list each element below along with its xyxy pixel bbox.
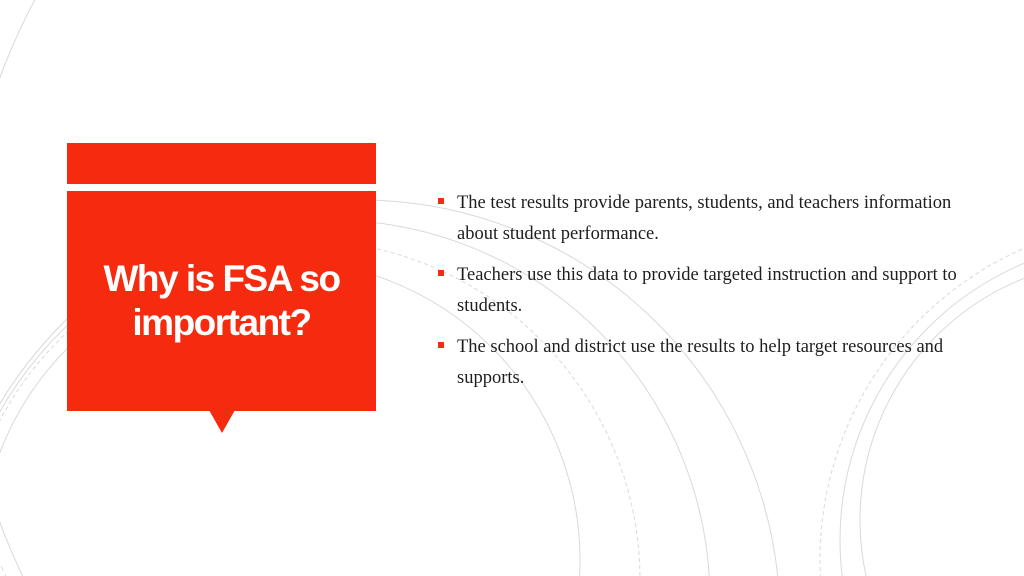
bullet-item [438, 188, 978, 250]
slide-title: Why is FSA so important? [103, 258, 340, 343]
title-box [67, 191, 376, 411]
square-bullet-icon [438, 342, 444, 348]
bullet-text: Teachers use this data to provide targeted instruction and support to students. [457, 265, 957, 316]
bullet-list [438, 188, 978, 404]
bullet-item [438, 332, 978, 394]
square-bullet-icon [438, 270, 444, 276]
square-bullet-icon [438, 198, 444, 204]
bullet-text: The test results provide parents, students, and teachers information about student performance. [457, 193, 952, 244]
bullet-item [438, 260, 978, 322]
title-box-pointer [209, 410, 235, 433]
bullet-text: The school and district use the results to help target resources and supports. [457, 337, 944, 388]
accent-bar [67, 143, 376, 184]
